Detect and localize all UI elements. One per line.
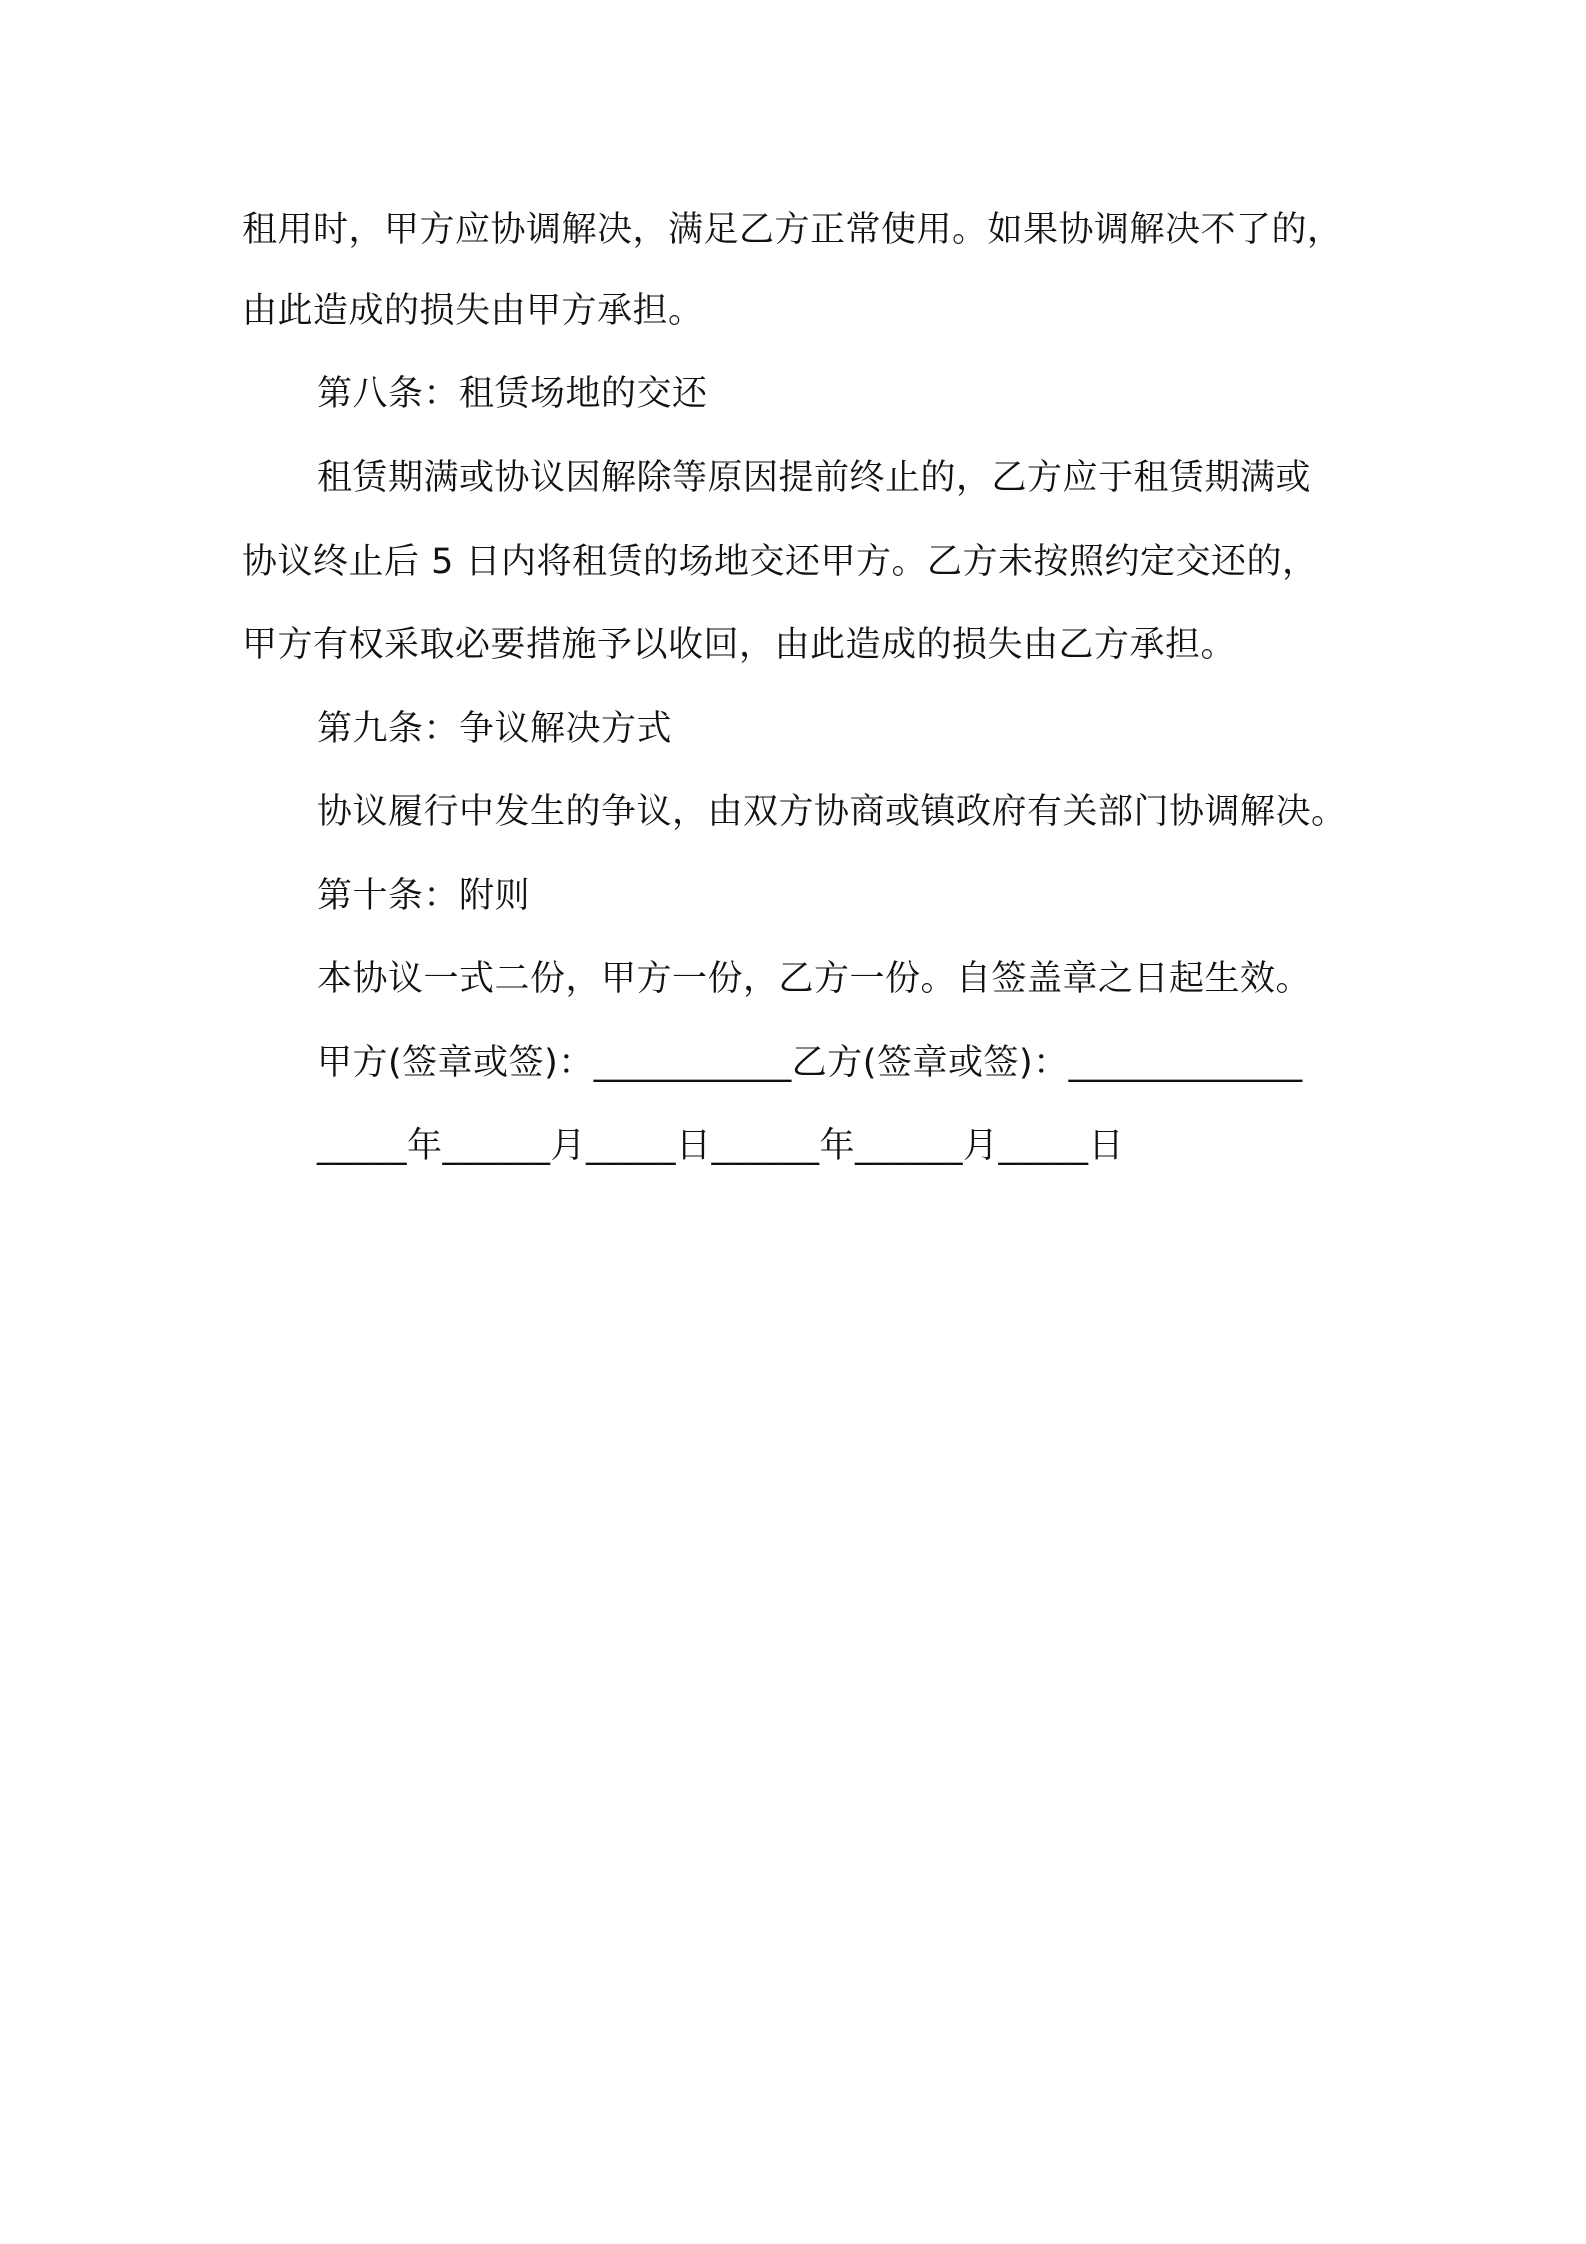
- date-line: _____年______月_____日______年______月_____日: [317, 1126, 1125, 1166]
- section-heading-9: 第九条：争议解决方式: [317, 709, 673, 749]
- text-line-1: 租用时，甲方应协调解决，满足乙方正常使用。如果协调解决不了的，: [242, 210, 1343, 250]
- text-line-8: 协议履行中发生的争议，由双方协商或镇政府有关部门协调解决。: [317, 792, 1347, 832]
- signature-line: 甲方(签章或签)：___________乙方(签章或签)：_____________: [317, 1043, 1303, 1083]
- text-line-4: 租赁期满或协议因解除等原因提前终止的，乙方应于租赁期满或: [317, 458, 1312, 498]
- text-line-6: 甲方有权采取必要措施予以收回，由此造成的损失由乙方承担。: [242, 625, 1237, 665]
- text-line-10: 本协议一式二份，甲方一份，乙方一份。自签盖章之日起生效。: [317, 959, 1312, 999]
- section-heading-8: 第八条：租赁场地的交还: [317, 374, 708, 414]
- section-heading-10: 第十条：附则: [317, 876, 531, 916]
- text-line-5: 协议终止后 5 日内将租赁的场地交还甲方。乙方未按照约定交还的，: [242, 542, 1318, 582]
- text-line-2: 由此造成的损失由甲方承担。: [242, 291, 704, 331]
